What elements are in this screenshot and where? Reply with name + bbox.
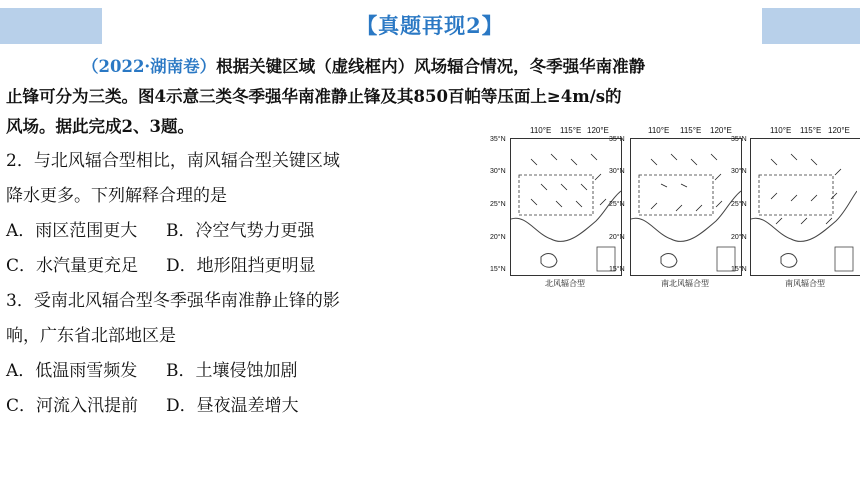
lat-label: 20°N [731, 234, 747, 241]
lat-label: 15°N [490, 266, 506, 273]
panel-caption: 南风辐合型 [785, 279, 825, 288]
q3-stem-line1: 3．受南北风辐合型冬季强华南准静止锋的影 [6, 291, 340, 311]
wind-map-svg [751, 139, 857, 275]
lat-label: 35°N [490, 136, 506, 143]
lat-label: 30°N [731, 168, 747, 175]
lon-label: 115°E [680, 126, 702, 135]
q2-stem-line1: 2．与北风辐合型相比，南风辐合型关键区域 [6, 151, 340, 171]
q3-option-c[interactable]: C．河流入汛提前 [6, 396, 139, 416]
lon-label: 115°E [800, 126, 822, 135]
lon-label: 110°E [770, 126, 792, 135]
lon-label: 110°E [648, 126, 670, 135]
lon-label: 115°E [560, 126, 582, 135]
map-frame [510, 138, 622, 276]
q2-option-d[interactable]: D．地形阻挡更明显 [166, 256, 316, 276]
wind-map-svg [511, 139, 621, 275]
wind-field-figure [488, 126, 858, 296]
map-frame [630, 138, 742, 276]
q3-option-d[interactable]: D．昼夜温差增大 [166, 396, 299, 416]
wind-map-svg [631, 139, 741, 275]
lat-label: 15°N [609, 266, 625, 273]
intro-source: （2022·湖南卷） [82, 57, 217, 76]
intro-line3: 风场。据此完成2、3题。 [6, 117, 194, 136]
lon-label: 120°E [587, 126, 609, 135]
lat-label: 15°N [731, 266, 747, 273]
lat-label: 35°N [609, 136, 625, 143]
panel-caption: 北风辐合型 [545, 279, 585, 288]
q2-option-b[interactable]: B．冷空气势力更强 [166, 221, 315, 241]
intro-line2: 止锋可分为三类。图4示意三类冬季强华南准静止锋及其850百帕等压面上≥4m/s的 [6, 87, 622, 106]
q2-option-c[interactable]: C．水汽量更充足 [6, 256, 139, 276]
lat-label: 20°N [609, 234, 625, 241]
lat-label: 25°N [490, 201, 506, 208]
question-2 [6, 144, 476, 284]
question-3 [6, 284, 476, 424]
q2-stem-line2: 降水更多。下列解释合理的是 [6, 186, 227, 206]
q3-option-b[interactable]: B．土壤侵蚀加剧 [166, 361, 298, 381]
q3-option-a[interactable]: A．低温雨雪频发 [6, 361, 138, 381]
lat-label: 25°N [731, 201, 747, 208]
lat-label: 25°N [609, 201, 625, 208]
lat-label: 20°N [490, 234, 506, 241]
lat-label: 30°N [609, 168, 625, 175]
map-frame [750, 138, 860, 276]
panel-caption: 南北风辐合型 [661, 279, 709, 288]
lon-label: 110°E [530, 126, 552, 135]
q3-stem-line2: 响，广东省北部地区是 [6, 326, 176, 346]
lon-label: 120°E [710, 126, 732, 135]
lat-label: 35°N [731, 136, 747, 143]
lon-label: 120°E [828, 126, 850, 135]
page-title: 【真题再现2】 [356, 13, 504, 38]
intro-line1: 根据关键区域（虚线框内）风场辐合情况，冬季强华南准静 [216, 57, 646, 76]
q2-option-a[interactable]: A．雨区范围更大 [6, 221, 138, 241]
lat-label: 30°N [490, 168, 506, 175]
